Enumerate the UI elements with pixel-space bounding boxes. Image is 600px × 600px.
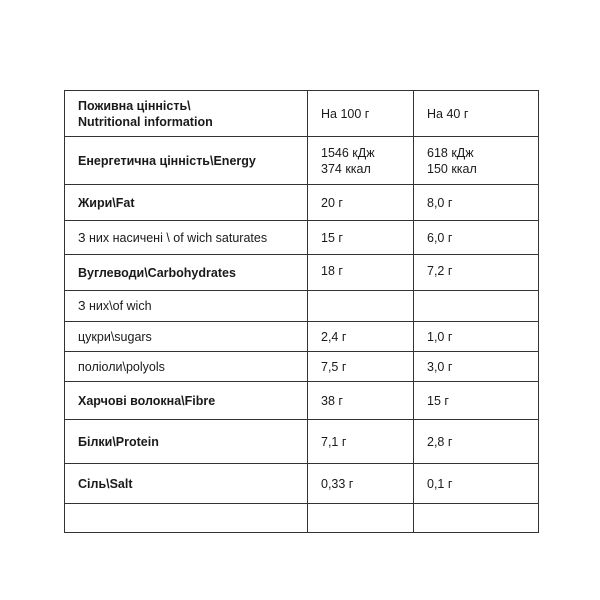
row-value-per100: 18 г [308, 255, 414, 291]
row-value-per40 [414, 137, 539, 185]
row-value-per100: 2,4 г [308, 322, 414, 352]
row-name: Енергетична цінність\Energy [65, 137, 308, 185]
energy-kcal-per40: 150 ккал [427, 161, 477, 176]
row-value-per100: 15 г [308, 221, 414, 255]
header-name-line1: Поживна цінність\ [78, 98, 191, 113]
table-row-of-which [65, 291, 539, 322]
row-name: поліоли\polyols [65, 352, 308, 382]
table-row-empty [65, 504, 539, 533]
row-value-per100: 7,1 г [308, 420, 414, 464]
row-value-per100 [308, 137, 414, 185]
table-row-protein [65, 420, 539, 464]
table-row-energy [65, 137, 539, 185]
table-row-sugars [65, 322, 539, 352]
header-per40: На 40 г [414, 91, 539, 137]
row-value-per40: 8,0 г [414, 185, 539, 221]
row-value-per40 [414, 291, 539, 322]
row-value-per100: 0,33 г [308, 464, 414, 504]
energy-kj-per40: 618 кДж [427, 145, 474, 160]
row-value-per40: 7,2 г [414, 255, 539, 291]
row-name: цукри\sugars [65, 322, 308, 352]
table-row-salt [65, 464, 539, 504]
empty-cell [65, 504, 308, 533]
row-value-per100: 20 г [308, 185, 414, 221]
row-name: Білки\Protein [65, 420, 308, 464]
row-name: З них\of wich [65, 291, 308, 322]
row-value-per40: 3,0 г [414, 352, 539, 382]
energy-kcal-per100: 374 ккал [321, 161, 371, 176]
empty-cell [414, 504, 539, 533]
nutrition-table [64, 90, 539, 533]
row-name: З них насичені \ of wich saturates [65, 221, 308, 255]
header-name-cell [65, 91, 308, 137]
row-name: Харчові волокна\Fibre [65, 382, 308, 420]
table-row-fat [65, 185, 539, 221]
row-value-per40: 15 г [414, 382, 539, 420]
table-row-saturates [65, 221, 539, 255]
row-name: Жири\Fat [65, 185, 308, 221]
row-value-per40: 6,0 г [414, 221, 539, 255]
table-row-polyols [65, 352, 539, 382]
header-per100: На 100 г [308, 91, 414, 137]
table-header-row [65, 91, 539, 137]
row-value-per40: 1,0 г [414, 322, 539, 352]
row-value-per100: 38 г [308, 382, 414, 420]
header-name-line2: Nutritional information [78, 114, 213, 129]
row-value-per40: 0,1 г [414, 464, 539, 504]
row-value-per100: 7,5 г [308, 352, 414, 382]
row-name: Сіль\Salt [65, 464, 308, 504]
row-value-per40: 2,8 г [414, 420, 539, 464]
row-name: Вуглеводи\Carbohydrates [65, 255, 308, 291]
energy-kj-per100: 1546 кДж [321, 145, 375, 160]
row-value-per100 [308, 291, 414, 322]
table-row-carbohydrates [65, 255, 539, 291]
empty-cell [308, 504, 414, 533]
table-row-fibre [65, 382, 539, 420]
